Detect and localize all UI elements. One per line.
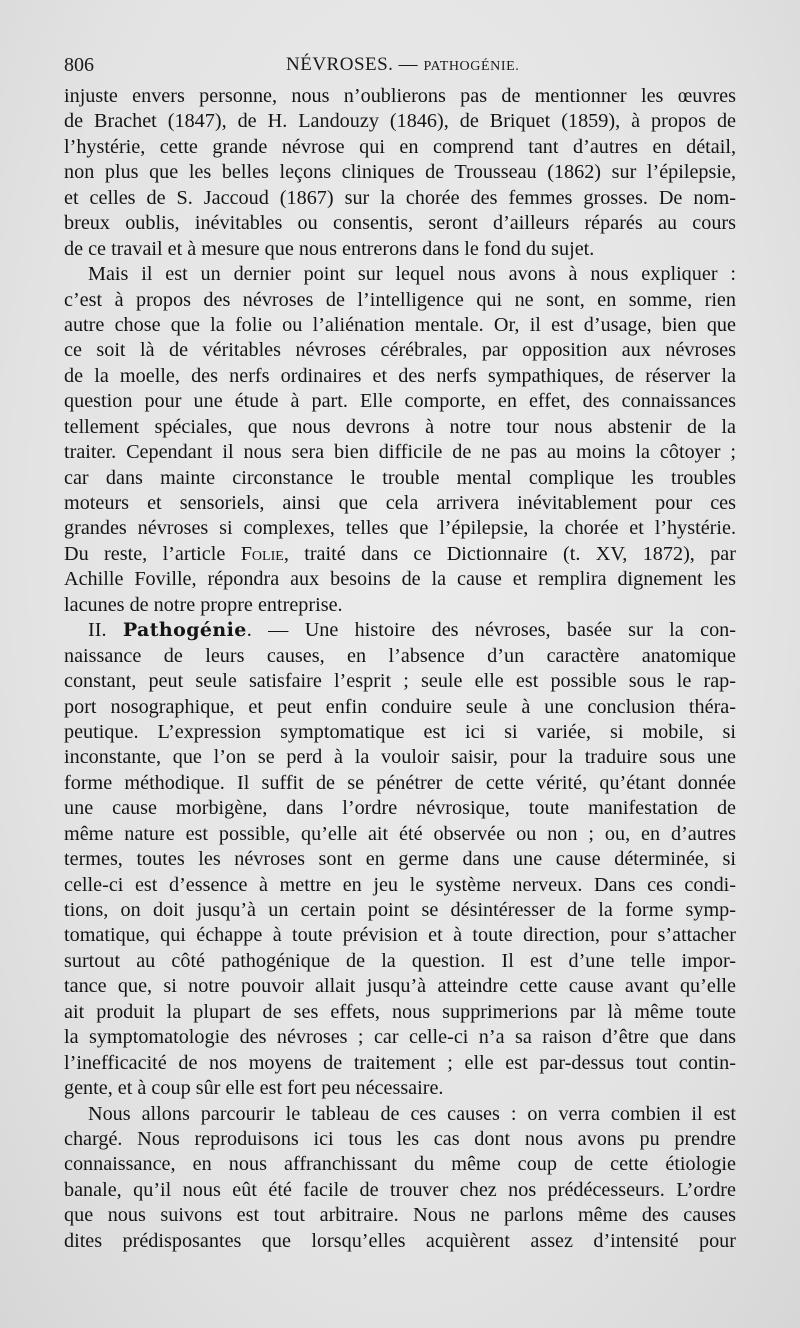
- text-line: injuste envers personne, nous n’oublierons pas de mentionner les œuvres: [64, 85, 736, 107]
- text-line: constant, peut seule satisfaire l’esprit ; seule elle est possible sous le rap-: [64, 670, 736, 693]
- text-line: la symptomatologie des névroses ; car celle-ci n’a sa raison d’être que dans: [64, 1026, 736, 1049]
- text-line: tellement spéciales, que nous devrons à notre tour nous abstenir de la: [64, 415, 736, 438]
- text-line: tance que, si notre pouvoir allait jusqu’à atteindre cette cause avant qu’elle: [64, 975, 736, 998]
- text-line: naissance de leurs causes, en l’absence d’un caractère anatomique: [64, 644, 736, 667]
- text-line-folie: [64, 542, 736, 567]
- running-header: [64, 54, 736, 82]
- text-line: de la moelle, des nerfs ordinaires et des nerfs sympathiques, de réserver la: [64, 364, 736, 387]
- text-line: banale, qu’il nous eût été facile de trouver chez nos prédécesseurs. L’ordre: [64, 1178, 736, 1201]
- text-line: forme méthodique. Il suffit de se pénétrer de cette vérité, qu’étant donnée: [64, 771, 736, 794]
- text-line: tions, on doit jusqu’à un certain point se désintéresser de la forme symp-: [64, 899, 736, 921]
- body-text: [64, 84, 736, 1254]
- text-line: de ce travail et à mesure que nous entrerons dans le fond du sujet.: [64, 237, 595, 260]
- text-line: tomatique, qui échappe à toute prévision et à toute direction, pour s’attacher: [64, 924, 736, 947]
- section-heading-rest: . — Une histoire des névroses, basée sur la con-: [246, 619, 736, 642]
- text-line: traiter. Cependant il nous sera bien difficile de ne pas au moins la côtoyer ;: [64, 441, 736, 464]
- folie-before-text: Du reste, l’article: [64, 542, 241, 565]
- text-line: ait produit la plupart de ses effets, nous supprimerions par là même toute: [64, 1000, 736, 1023]
- text-line: de Brachet (1847), de H. Landouzy (1846), de Briquet (1859), à propos de: [64, 110, 736, 133]
- text-line: chargé. Nous reproduisons ici tous les cas dont nous avons pu prendre: [64, 1127, 736, 1150]
- text-line: et celles de S. Jaccoud (1867) sur la chorée des femmes grosses. De nom-: [64, 186, 736, 209]
- paragraph-start-line: Nous allons parcourir le tableau de ces causes : on verra combien il est: [88, 1102, 736, 1125]
- text-line: peutique. L’expression symptomatique est ici si variée, si mobile, si: [64, 720, 736, 743]
- text-line: termes, toutes les névroses sont en germe dans une cause déterminée, si: [64, 848, 736, 871]
- text-line: moteurs et sensoriels, ainsi que cela arrivera inévitablement pour ces: [64, 492, 736, 514]
- section-heading-line: [64, 618, 736, 643]
- text-line: Achille Foville, répondra aux besoins de la cause et remplira dignement les: [64, 568, 736, 591]
- text-line: car dans mainte circonstance le trouble mental complique les troubles: [64, 466, 736, 489]
- text-line: grandes névroses si complexes, telles que l’épilepsie, la chorée et l’hystérie.: [64, 517, 736, 540]
- text-line: lacunes de notre propre entreprise.: [64, 593, 343, 616]
- folie-after-text: , traité dans ce Dictionnaire (t. XV, 1872), par: [283, 542, 736, 565]
- text-line: gente, et à coup sûr elle est fort peu nécessaire.: [64, 1077, 444, 1100]
- folie-article-ref: Folie: [240, 542, 284, 565]
- text-line: autre chose que la folie ou l’aliénation mentale. Or, il est d’usage, bien que: [64, 313, 736, 336]
- text-line: l’hystérie, cette grande névrose qui en comprend tant d’autres en détail,: [64, 135, 736, 158]
- text-line: ce soit là de véritables névroses cérébrales, par opposition aux névroses: [64, 339, 736, 362]
- text-line: une cause morbigène, dans l’ordre névrosique, toute manifestation de: [64, 797, 736, 820]
- section-heading: Pathogénie: [122, 619, 247, 642]
- running-title-main: NÉVROSES. —: [286, 54, 424, 75]
- text-line: l’inefficacité de nos moyens de traitement ; elle est par-dessus tout contin-: [64, 1051, 736, 1074]
- text-line: non plus que les belles leçons cliniques de Trousseau (1862) sur l’épilepsie,: [64, 161, 736, 184]
- running-title-sub: PATHOGÉNIE.: [423, 59, 520, 74]
- text-line: inconstante, que l’on se perd à la vouloir saisir, pour la traduire sous une: [64, 746, 736, 769]
- text-line: question pour une étude à part. Elle comporte, en effet, des connaissances: [64, 390, 736, 413]
- section-number: II.: [88, 619, 123, 642]
- text-line: celle-ci est d’essence à mettre en jeu le système nerveux. Dans ces condi-: [64, 873, 736, 896]
- text-line: breux oublis, inévitables ou consentis, seront d’ailleurs réparés au cours: [64, 212, 736, 235]
- text-line: c’est à propos des névroses de l’intelligence qui ne sont, en somme, rien: [64, 288, 736, 311]
- page-number: 806: [64, 54, 94, 76]
- text-line: port nosographique, et peut enfin conduire seule à une conclusion théra-: [64, 695, 736, 718]
- text-line: que nous suivons est tout arbitraire. Nous ne parlons même des causes: [64, 1204, 736, 1227]
- paragraph-start-line: Mais il est un dernier point sur lequel nous avons à nous expliquer :: [88, 263, 736, 286]
- text-line: même nature est possible, qu’elle ait été observée ou non ; ou, en d’autres: [64, 822, 736, 845]
- text-line: surtout au côté pathogénique de la question. Il est d’une telle impor-: [64, 949, 736, 972]
- running-title: [286, 54, 519, 76]
- text-line: dites prédisposantes que lorsqu’elles acquièrent assez d’intensité pour: [64, 1229, 736, 1252]
- text-line: connaissance, en nous affranchissant du même coup de cette étiologie: [64, 1153, 736, 1176]
